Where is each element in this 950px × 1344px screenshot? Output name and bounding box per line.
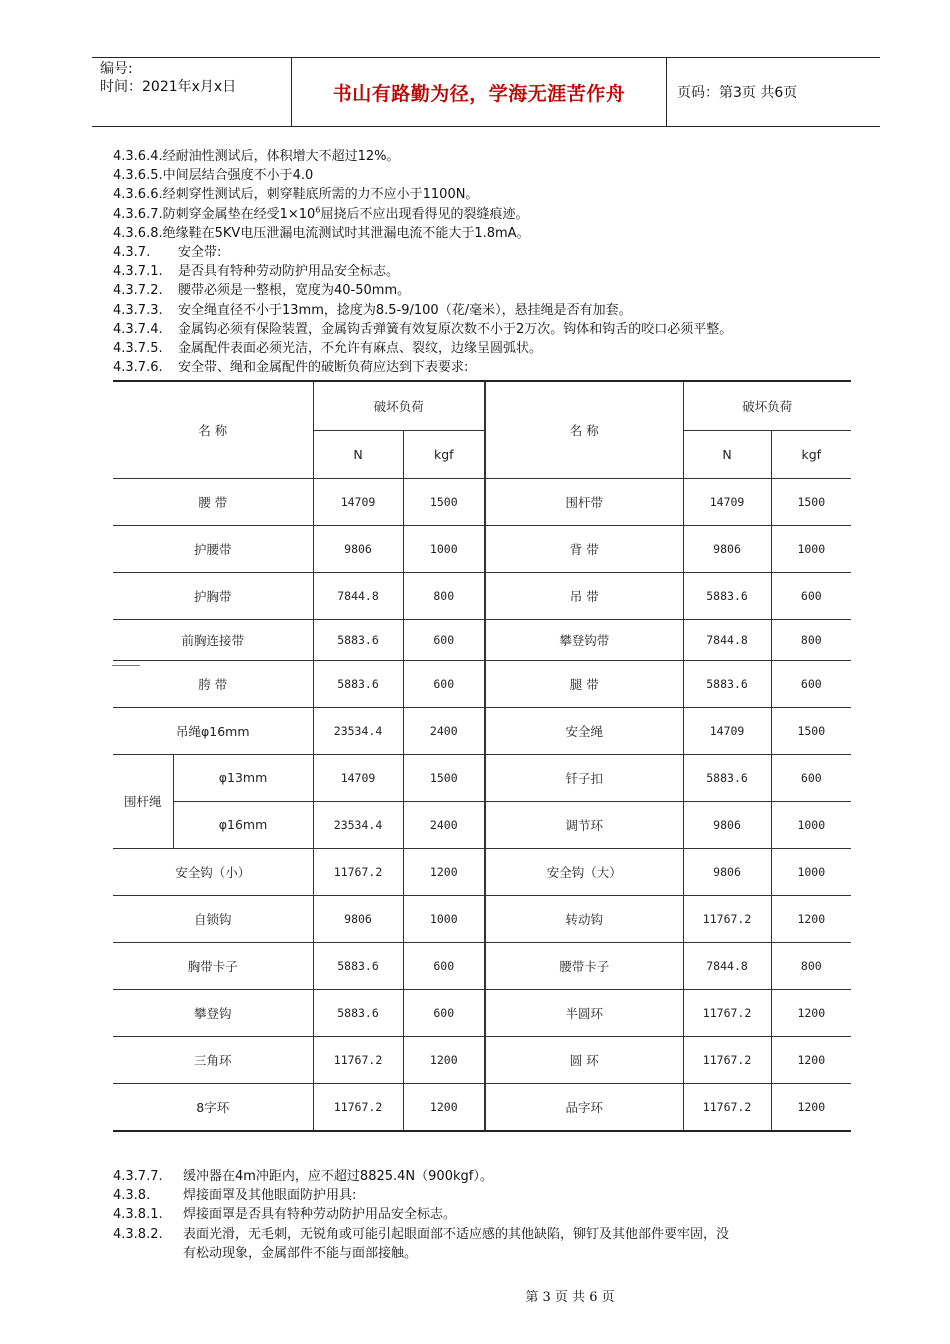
clause-number: 4.3.7.	[113, 245, 151, 261]
header-meta	[92, 58, 292, 126]
col-header-n: N	[683, 430, 771, 478]
load-n: 7844.8	[683, 942, 771, 989]
clause-line	[113, 301, 873, 320]
clause-text: 安全带:	[178, 245, 222, 261]
table-row	[113, 1036, 851, 1083]
load-n: 11767.2	[683, 895, 771, 942]
item-name: 调节环	[485, 801, 683, 848]
load-n: 5883.6	[313, 989, 403, 1036]
item-name: 腿 带	[485, 660, 683, 707]
clause-number: 4.3.7.5.	[113, 341, 163, 357]
load-n: 11767.2	[313, 1083, 403, 1130]
item-name: 腰 带	[113, 478, 313, 525]
table-row	[113, 801, 851, 848]
clause-text: 绝缘鞋在5KV电压泄漏电流测试时其泄漏电流不能大于1.8mA。	[162, 225, 530, 241]
item-name: 安全绳	[485, 707, 683, 754]
load-n: 14709	[683, 707, 771, 754]
doc-time-label: 时间：2021年x月x日	[100, 79, 237, 95]
clause-line	[113, 320, 873, 339]
load-kgf: 600	[771, 754, 851, 801]
load-kgf: 1200	[771, 989, 851, 1036]
clause-line	[113, 281, 873, 300]
clause-text: 缓冲器在4m冲距内，应不超过8825.4N（900kgf）。	[183, 1169, 493, 1184]
clause-number: 4.3.6.8.	[113, 225, 163, 241]
clause-line	[113, 243, 873, 262]
after-table-text	[113, 1167, 873, 1263]
item-name: 腰带卡子	[485, 942, 683, 989]
clause-line	[113, 1167, 873, 1186]
clause-text: 屈挠后不应出现看得见的裂缝痕迹。	[320, 206, 529, 222]
clause-number: 4.3.7.7.	[113, 1169, 163, 1184]
table-row	[113, 572, 851, 619]
breaking-load-table	[113, 382, 851, 1130]
load-n: 9806	[683, 801, 771, 848]
clause-line	[113, 205, 873, 224]
item-name: 自锁钩	[113, 895, 313, 942]
load-n: 11767.2	[313, 848, 403, 895]
load-kgf: 1500	[771, 478, 851, 525]
breaking-load-table-wrap	[113, 380, 851, 1132]
header-slogan: 书山有路勤为径，学海无涯苦作舟	[292, 58, 667, 126]
clause-number: 4.3.7.1.	[113, 264, 163, 280]
load-n: 23534.4	[313, 801, 403, 848]
clause-number: 4.3.6.7.	[113, 206, 163, 222]
rope-group-name: 围杆绳	[113, 754, 173, 848]
load-kgf: 600	[403, 942, 485, 989]
load-kgf: 1500	[403, 754, 485, 801]
header-page-label: 页码：第3页 共6页	[677, 85, 798, 101]
item-name: 护腰带	[113, 525, 313, 572]
clause-text: 安全带、绳和金属配件的破断负荷应达到下表要求:	[178, 360, 469, 376]
load-kgf: 600	[403, 619, 485, 660]
item-name: 三角环	[113, 1036, 313, 1083]
load-kgf: 1200	[771, 1083, 851, 1130]
load-kgf: 1000	[403, 895, 485, 942]
doc-number-label: 编号:	[100, 61, 133, 77]
clause-line	[113, 147, 873, 166]
item-name: 安全钩（大）	[485, 848, 683, 895]
clause-line	[113, 1205, 873, 1224]
clause-number: 4.3.7.2.	[113, 283, 163, 299]
item-name: 胸带卡子	[113, 942, 313, 989]
load-n: 9806	[683, 848, 771, 895]
table-row	[113, 707, 851, 754]
load-kgf: 1500	[403, 478, 485, 525]
item-name: 围杆带	[485, 478, 683, 525]
table-row	[113, 754, 851, 801]
clause-number: 4.3.6.6.	[113, 187, 163, 203]
table-row	[113, 848, 851, 895]
load-n: 7844.8	[313, 572, 403, 619]
clause-text: 腰带必须是一整根，宽度为40-50mm。	[178, 283, 411, 299]
clause-line	[113, 224, 873, 243]
table-row	[113, 989, 851, 1036]
load-n: 11767.2	[683, 989, 771, 1036]
clause-text: 经耐油性测试后，体积增大不超过12%。	[162, 149, 400, 164]
item-name: 圆 环	[485, 1036, 683, 1083]
load-n: 11767.2	[313, 1036, 403, 1083]
col-header-name: 名 称	[113, 382, 313, 478]
clause-line	[113, 185, 873, 204]
load-n: 9806	[683, 525, 771, 572]
load-n: 14709	[683, 478, 771, 525]
load-kgf: 800	[771, 619, 851, 660]
col-header-n: N	[313, 430, 403, 478]
clause-number: 4.3.8.	[113, 1188, 151, 1204]
clause-text: 中间层结合强度不小于4.0	[162, 168, 314, 184]
item-name: 护胸带	[113, 572, 313, 619]
load-n: 11767.2	[683, 1083, 771, 1130]
clause-superscript: 6	[315, 205, 321, 215]
table-row	[113, 895, 851, 942]
table-row	[113, 942, 851, 989]
rope-size: φ13mm	[173, 754, 313, 801]
item-name: 吊绳φ16mm	[113, 707, 313, 754]
item-name: 背 带	[485, 525, 683, 572]
table-row	[113, 478, 851, 525]
rope-size: φ16mm	[173, 801, 313, 848]
body-text	[113, 147, 873, 377]
page-footer: 第 3 页 共 6 页	[525, 1290, 615, 1305]
page-header	[92, 57, 880, 127]
table-header-row	[113, 382, 851, 430]
load-kgf: 1200	[771, 1036, 851, 1083]
clause-number: 4.3.7.4.	[113, 321, 163, 337]
load-kgf: 600	[771, 572, 851, 619]
item-name: 安全钩（小）	[113, 848, 313, 895]
clause-text: 是否具有特种劳动防护用品安全标志。	[178, 264, 400, 280]
load-n: 5883.6	[683, 660, 771, 707]
clause-text: 经刺穿性测试后，刺穿鞋底所需的力不应小于1100N。	[162, 187, 479, 203]
load-kgf: 1000	[403, 525, 485, 572]
item-name: 攀登钩带	[485, 619, 683, 660]
clause-text: 金属钩必须有保险装置，金属钩舌弹簧有效复原次数不小于2万次。钩体和钩舌的咬口必须平整。	[178, 321, 733, 337]
col-header-kgf: kgf	[403, 430, 485, 478]
load-n: 5883.6	[313, 660, 403, 707]
load-kgf: 1200	[403, 848, 485, 895]
clause-line	[113, 339, 873, 358]
item-name: 半圆环	[485, 989, 683, 1036]
item-name: 攀登钩	[113, 989, 313, 1036]
clause-line	[113, 262, 873, 281]
clause-number: 4.3.7.6.	[113, 360, 163, 376]
load-n: 14709	[313, 754, 403, 801]
clause-line	[113, 358, 873, 377]
load-n: 5883.6	[683, 754, 771, 801]
item-name: 8字环	[113, 1083, 313, 1130]
load-kgf: 1200	[403, 1083, 485, 1130]
item-name: 品字环	[485, 1083, 683, 1130]
clause-line	[113, 166, 873, 185]
item-name: 前胸连接带	[113, 619, 313, 660]
table-row	[113, 660, 851, 707]
load-kgf: 1200	[771, 895, 851, 942]
clause-line	[113, 1186, 873, 1205]
clause-text: 安全绳直径不小于13mm，捻度为8.5-9/100（花/毫米），悬挂绳是否有加套。	[178, 302, 632, 318]
load-n: 5883.6	[313, 619, 403, 660]
load-n: 5883.6	[313, 942, 403, 989]
load-n: 11767.2	[683, 1036, 771, 1083]
col-header-kgf: kgf	[771, 430, 851, 478]
load-kgf: 2400	[403, 707, 485, 754]
load-n: 9806	[313, 895, 403, 942]
load-n: 5883.6	[683, 572, 771, 619]
item-name: 钎子扣	[485, 754, 683, 801]
load-kgf: 2400	[403, 801, 485, 848]
table-row	[113, 619, 851, 660]
load-kgf: 1000	[771, 848, 851, 895]
clause-line	[113, 1225, 873, 1244]
clause-text: 焊接面罩及其他眼面防护用具:	[183, 1188, 357, 1204]
clause-number: 4.3.6.5.	[113, 168, 163, 184]
table-row	[113, 1083, 851, 1130]
table-row	[113, 525, 851, 572]
clause-text: 表面光滑，无毛刺，无锐角或可能引起眼面部不适应感的其他缺陷，铆钉及其他部件要牢固，没	[183, 1226, 730, 1242]
load-kgf: 1000	[771, 801, 851, 848]
clause-text: 金属配件表面必须光洁，不允许有麻点、裂纹，边缘呈圆弧状。	[178, 341, 543, 357]
clause-continuation: 有松动现象，金属部件不能与面部接触。	[183, 1245, 418, 1261]
load-n: 7844.8	[683, 619, 771, 660]
load-kgf: 1500	[771, 707, 851, 754]
col-header-load: 破坏负荷	[683, 382, 851, 430]
load-kgf: 800	[771, 942, 851, 989]
clause-number: 4.3.8.2.	[113, 1226, 163, 1242]
load-kgf: 600	[771, 660, 851, 707]
load-kgf: 600	[403, 989, 485, 1036]
col-header-load: 破坏负荷	[313, 382, 485, 430]
load-n: 9806	[313, 525, 403, 572]
load-kgf: 1200	[403, 1036, 485, 1083]
load-kgf: 1000	[771, 525, 851, 572]
load-kgf: 800	[403, 572, 485, 619]
load-n: 14709	[313, 478, 403, 525]
item-name: 转动钩	[485, 895, 683, 942]
load-n: 23534.4	[313, 707, 403, 754]
clause-text: 防刺穿金属垫在经受1×10	[162, 206, 316, 222]
clause-number: 4.3.6.4.	[113, 149, 163, 164]
clause-number: 4.3.7.3.	[113, 302, 163, 318]
load-kgf: 600	[403, 660, 485, 707]
item-name: 吊 带	[485, 572, 683, 619]
item-name: 胯 带	[113, 660, 313, 707]
col-header-name: 名 称	[485, 382, 683, 478]
clause-number: 4.3.8.1.	[113, 1207, 163, 1223]
clause-text: 焊接面罩是否具有特种劳动防护用品安全标志。	[183, 1207, 457, 1223]
